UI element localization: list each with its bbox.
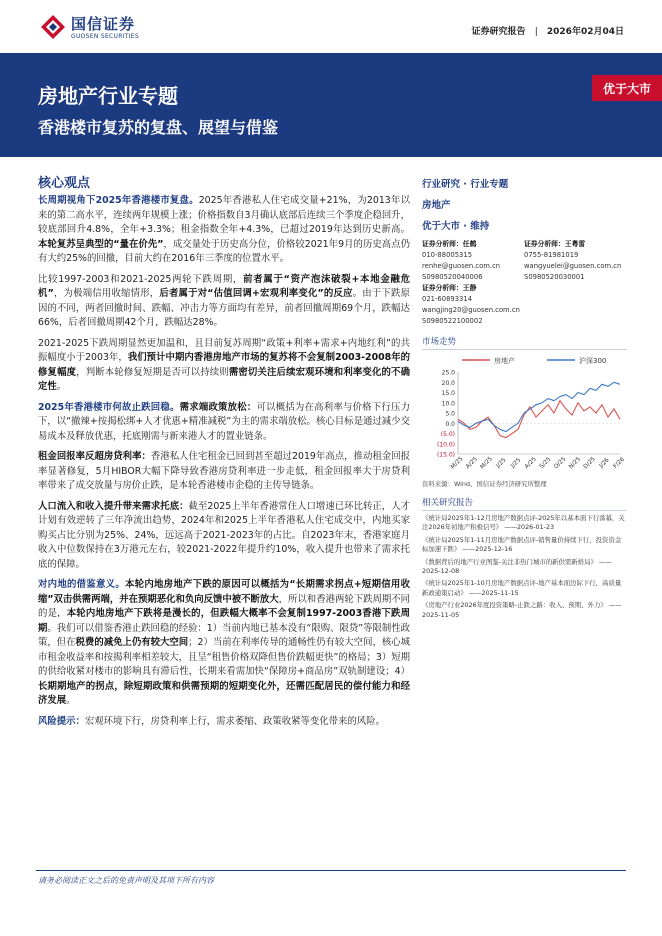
market-trend-chart xyxy=(422,350,627,478)
series-line-沪深300 xyxy=(458,382,620,431)
core-view-body xyxy=(38,194,410,735)
p2-text-a: 比较1997-2003和2021-2025两轮下跌周期， xyxy=(38,273,244,285)
x-tick-label: J/25 xyxy=(495,457,508,470)
p3-text-a: 2021-2025下跌周期显然更加温和，且目前复苏周期“政策+利率+需求+内地红利”的共振幅度小于2003年， xyxy=(38,337,410,363)
report-type: 证券研究报告 xyxy=(471,27,526,37)
p6-text: 截至2025上半年香港常住人口增速已环比转正，人才计划有效逆转了三年净流出趋势，2024年和2025上半年香港私人住宅成交中，内地买家购买占比分别为25%、24%，远远高于2021-2023年的占比。自2023年末，香港家庭月收入中位数保持在3万港元左右，较2021-2022年提升约10%，收入提升也带来了需求托底的保障。 xyxy=(38,500,410,570)
analyst-phone: 0755-81981019 xyxy=(524,251,579,259)
p7-text-d: 。 xyxy=(66,695,76,706)
p3-text-c: 。 xyxy=(56,381,67,392)
paragraph-3 xyxy=(38,337,410,395)
related-report-item[interactable]: 《房地产行业2026年度投资策略-止跌之路：收入、预期、外力》 ——2025-11-05 xyxy=(422,601,622,619)
x-tick-label: A/25 xyxy=(524,456,538,471)
x-tick-label: O/25 xyxy=(553,456,568,471)
analyst-cert: S0980520030001 xyxy=(524,273,585,281)
analyst-card xyxy=(422,283,524,327)
p1-lead: 长周期视角下2025年香港楼市复盘。 xyxy=(38,195,199,206)
p7-bold-4: 长期期地产的拐点，除短期政策和供需预期的短期变化外，还需匹配居民的偿付能力和经济发展 xyxy=(38,680,410,706)
p7-text-a: ，所以和香港两轮下跌周期不同的是， xyxy=(38,593,410,619)
guosen-logo-icon xyxy=(40,14,66,40)
analyst-phone: 021-60893314 xyxy=(422,295,473,303)
p5-text: 香港私人住宅租金已回到甚至超过2019年高点，推动租金回报率显著修复，5月HIBOR大幅下降导致香港房贷利率进一步走低，租金回报率大于房贷利率带来了成交放量与房价止跌，是本轮香港楼市企稳的主传导链条。 xyxy=(38,451,410,491)
analyst-role: 证券分析师： xyxy=(422,284,463,292)
analyst-name: 任鹤 xyxy=(462,240,477,248)
chart-series xyxy=(458,382,620,437)
p7-bold-3: 税费的减免上仍有较大空间 xyxy=(75,637,189,648)
p2-bold-1: 前者属于“资产泡沫破裂+本地金融危机” xyxy=(38,273,410,299)
related-reports-heading: 相关研究报告 xyxy=(422,496,627,511)
rating-tab: 优于大市 xyxy=(592,75,662,101)
report-meta: 证券研究报告 | 2026年02月04日 xyxy=(471,27,624,37)
analyst-row-2 xyxy=(422,283,627,327)
analyst-role: 证券分析师： xyxy=(422,240,463,248)
x-tick-label: J/26 xyxy=(598,457,611,470)
chart-legend xyxy=(462,356,606,365)
x-tick-label: S/25 xyxy=(538,456,553,471)
series-line-房地产 xyxy=(458,401,620,438)
related-report-item[interactable]: 《统计局2025年1-11月房地产数据点评-销售量价持续下行，投资资金标加速下跌》 ——2025-12-16 xyxy=(422,535,622,554)
core-view-heading: 核心观点 xyxy=(38,176,91,191)
p1-text-b: ，成交量处于历史高分位，价格较2021年9月的历史高点仍有大约25%的回撤，目前大约在2016年三季度的位置水平。 xyxy=(38,238,411,264)
p1-text-a: 2025年香港私人住宅成交量+21%，为2013年以来的第二高水平，连续两年规模上涨；价格指数自3月确认底部后连续三个季度企稳回升，较底部回升4.8%，全年+3.3%；租金指数全年+4.3%，已超过2019年达到历史新高。 xyxy=(38,195,410,235)
p8-lead: 风险提示： xyxy=(38,715,85,727)
investment-rating: 优于大市 · 维持 xyxy=(422,221,490,232)
analyst-email[interactable]: renhe@guosen.com.cn xyxy=(422,262,501,270)
p4-text: 可以概括为在高利率与价格下行压力下，以“撤辣+按揭松绑+人才优惠+精准减税”为主的需求端放松。核心目标是通过减少交易成本及释放优惠，托底刚需与新来港人才的置业链条。 xyxy=(38,401,410,442)
p4-bold: 需求端政策放松： xyxy=(179,401,257,413)
p3-bold-2: 需密切关注后续宏观环境和利率变化的不确定性 xyxy=(38,366,410,392)
p2-text-c: ，为极端信用收缩情形， xyxy=(53,288,160,299)
chart-ticks xyxy=(437,370,626,471)
research-type: 行业研究 · 行业专题 xyxy=(422,179,509,190)
x-tick-label: M/25 xyxy=(479,456,494,471)
p3-bold: 我们预计中期内香港房地产市场的复苏将不会复制2003-2008年的修复幅度 xyxy=(38,352,410,378)
analyst-role: 证券分析师： xyxy=(524,240,565,248)
analyst-name: 王粤雷 xyxy=(564,240,586,248)
market-trend-heading: 市场走势 xyxy=(422,335,627,350)
p1-bold: 本轮复苏呈典型的“量在价先” xyxy=(38,238,164,250)
x-tick-label: A/25 xyxy=(465,456,479,471)
y-tick-label: 10.0 xyxy=(441,400,455,408)
market-trend-svg xyxy=(422,350,627,478)
footer-disclaimer: 请务必阅读正文之后的免责声明及其项下所有内容 xyxy=(38,876,214,885)
legend-label: 沪深300 xyxy=(579,357,607,365)
p8-text: 宏观环境下行，房贷利率上行，需求萎缩、政策收紧等变化带来的风险。 xyxy=(84,715,385,727)
related-reports-list xyxy=(422,514,627,620)
p7-lead: 对内地的借鉴意义。 xyxy=(38,579,125,590)
logo-cn-text: 国信证券 xyxy=(71,15,136,33)
analyst-name: 王静 xyxy=(462,284,477,292)
x-tick-label: D/25 xyxy=(582,456,597,471)
y-tick-label: (10.0) xyxy=(436,441,455,449)
related-report-item[interactable]: 《统计局2025年1-10月房地产数据点评-地产基本面边际下行，高质量新政通策启动》 ——2025-11-15 xyxy=(422,579,622,597)
x-tick-label: N/25 xyxy=(568,456,583,471)
report-subtitle: 香港楼市复苏的复盘、展望与借鉴 xyxy=(38,118,279,137)
x-tick-label: M/25 xyxy=(450,456,465,471)
y-tick-label: 25.0 xyxy=(441,369,455,377)
related-report-item[interactable]: 《统计局2025年1-12月房地产数据点评-2025年以基本面下行落幕，关注2026年初地产积极信号》 ——2026-01-23 xyxy=(422,514,625,532)
y-tick-label: 20.0 xyxy=(441,379,455,387)
y-tick-label: (15.0) xyxy=(436,451,455,459)
p3-text-b: ，判断本轮修复短期是否可以持续则 xyxy=(76,366,229,378)
analyst-card xyxy=(422,239,524,283)
x-tick-label: F/26 xyxy=(612,456,626,470)
report-title: 房地产行业专题 xyxy=(38,84,178,108)
analyst-cert: S0980520040006 xyxy=(422,273,483,281)
analyst-cert: S0980522100002 xyxy=(422,317,483,325)
legend-label: 房地产 xyxy=(494,357,515,365)
y-tick-label: 0.0 xyxy=(445,420,455,428)
y-tick-label: 15.0 xyxy=(441,390,455,397)
p7-bold-1: 本轮内地房地产下跌的原因可以概括为“长期需求拐点+短期信用收缩”双击供需两端，并在预期恶化和负向反馈中被不断放大 xyxy=(38,579,410,605)
paragraph-6 xyxy=(38,500,410,573)
analyst-card xyxy=(524,239,626,283)
p5-bold: 租金回报率反超房贷利率： xyxy=(38,451,151,462)
p2-bold-2: 后者属于对“估值回调+宏观利率变化”的反应 xyxy=(159,288,353,299)
industry-name: 房地产 xyxy=(422,200,451,211)
analyst-email[interactable]: wangyuelei@guosen.com.cn xyxy=(524,262,622,270)
footer-divider xyxy=(36,870,626,871)
p7-text-b: 。我们可以借鉴香港止跌回稳的经验：1）当前内地已基本没有“限购、限贷”等限制性政策，但在 xyxy=(38,622,410,648)
title-banner xyxy=(0,53,662,157)
p4-lead: 2025年香港楼市何故止跌回稳。 xyxy=(38,401,180,413)
analyst-row-1 xyxy=(422,239,627,283)
chart-source: 资料来源：Wind、国信证券经济研究所整理 xyxy=(422,480,547,488)
related-report-item[interactable]: 《数据背后的地产行业图鉴-关注非热门城市的新供需新格局》 ——2025-12-08 xyxy=(422,557,612,576)
paragraph-2 xyxy=(38,273,410,331)
p7-bold-2: 本轮内地房地产下跌将是漫长的，但跌幅大概率不会复制1997-2003香港下跌周期 xyxy=(38,608,410,634)
paragraph-4 xyxy=(38,401,410,445)
report-date: 2026年02月04日 xyxy=(546,27,624,37)
paragraph-8 xyxy=(38,715,410,730)
analyst-email[interactable]: wangjing20@guosen.com.cn xyxy=(422,306,520,314)
p6-bold: 人口流入和收入提升带来需求托底： xyxy=(38,500,189,512)
y-tick-label: 5.0 xyxy=(445,410,455,418)
logo-en-text: GUOSEN SECURITIES xyxy=(71,33,140,40)
analyst-phone: 010-88005315 xyxy=(422,251,473,259)
paragraph-5 xyxy=(38,450,410,494)
p2-text-d: 。由于下跌原因的不同，两者回撤时间、跌幅、冲击力等方面均有差异，前者回撤周期69个月，跌幅达66%，后者回撤周期42个月，跌幅达28%。 xyxy=(38,288,410,328)
paragraph-1 xyxy=(38,194,410,267)
paragraph-7 xyxy=(38,578,410,709)
x-tick-label: J/25 xyxy=(510,457,523,470)
p7-text-c: ；2）当前在利率传导的通畅性仍有较大空间，核心城市租金收益率和按揭利率相差较大，且呈“租售价格双降但售价跌幅更快”的格局；3）短期的供给收紧对楼市的影响具有滞后性，长期来看需加快“保障房+商品房”双轨制建设；4） xyxy=(38,637,410,677)
company-logo xyxy=(40,13,160,47)
sidebar xyxy=(422,176,627,620)
y-tick-label: (5.0) xyxy=(440,431,455,438)
